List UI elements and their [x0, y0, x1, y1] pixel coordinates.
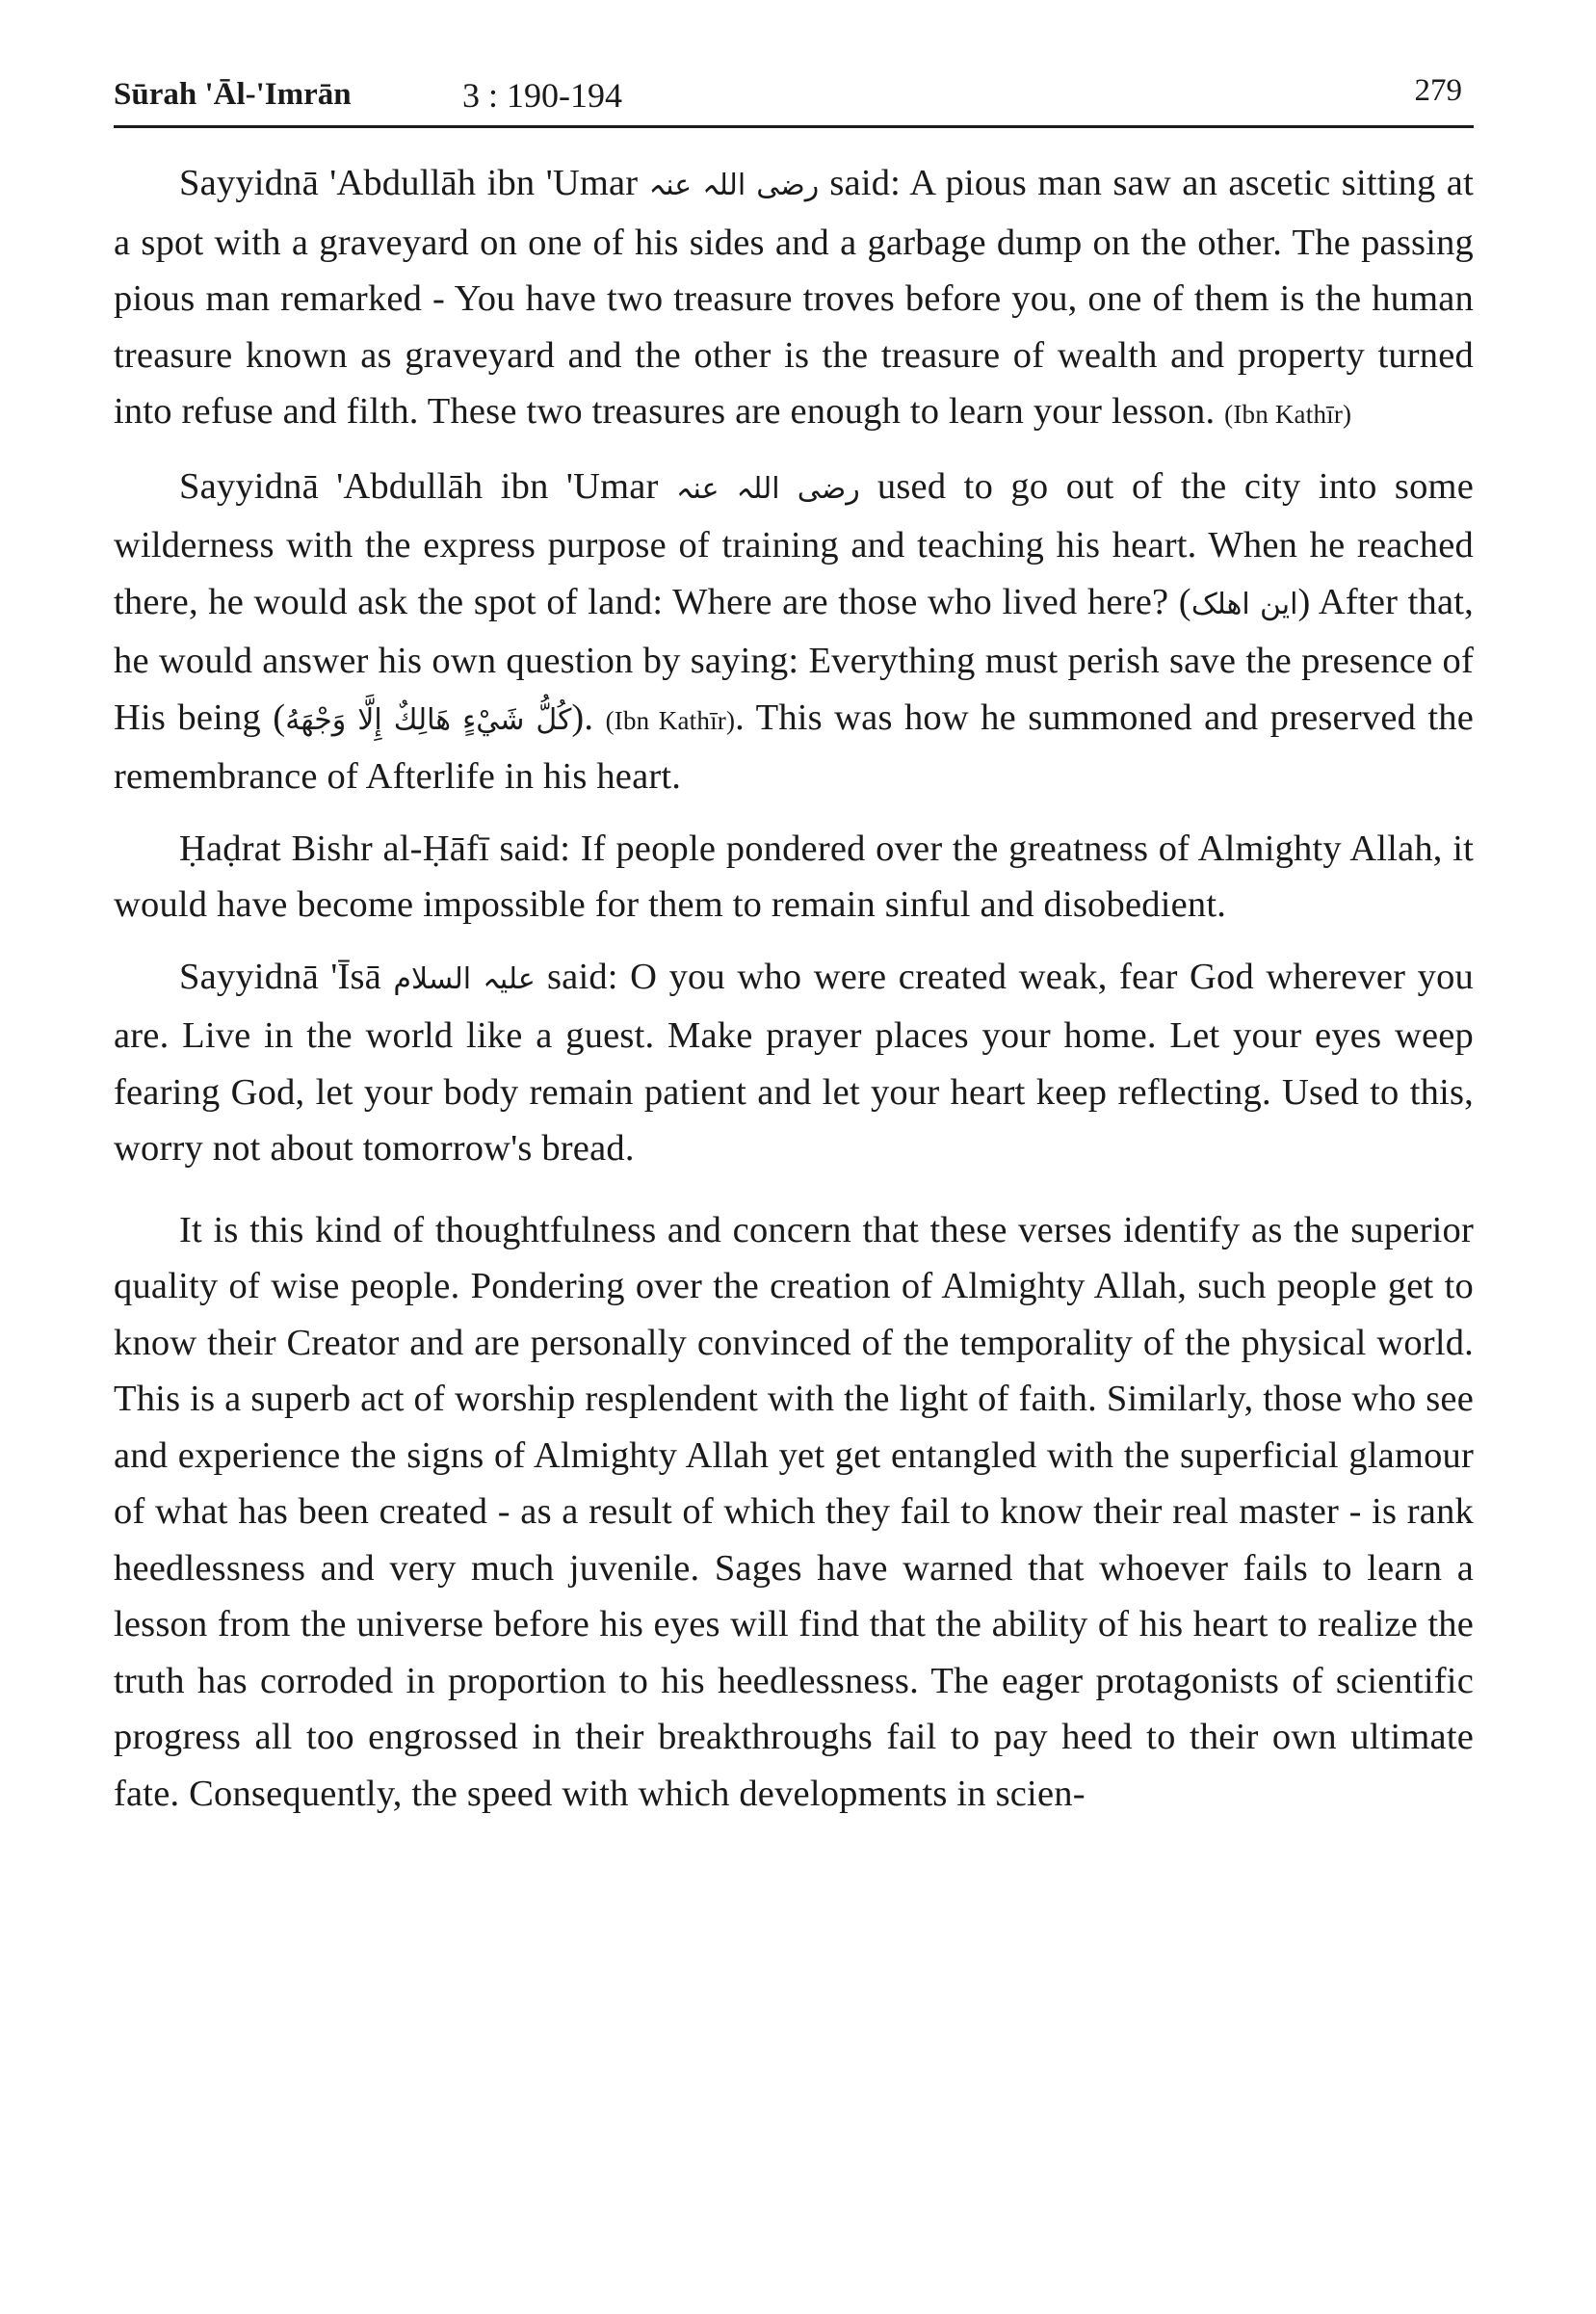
paragraph-text: Sayyidnā 'Īsā: [179, 956, 394, 997]
paragraph-1: [114, 155, 1474, 443]
running-header: [114, 67, 1474, 128]
paragraph-5: [114, 1202, 1474, 1823]
page-number: 279: [1414, 73, 1462, 108]
body-text: [114, 155, 1474, 1822]
paragraph-text: used to go out of the city into some wilderness with the express purpose of training and teaching his heart. When he reached there, he would ask the spot of land: Where are those who lived here? (: [114, 465, 1474, 622]
paragraph-3: [114, 821, 1474, 933]
arabic-honorific: رضی اللہ عنہ: [675, 471, 860, 506]
paragraph-text: said: O you who were created weak, fear God wherever you are. Live in the world like a guest. Make prayer places your home. Let your eyes weep fearing God, let your body remain patient and let your heart keep reflecting. Used to this, worry not about tomorrow's bread.: [114, 956, 1474, 1169]
arabic-honorific: علیہ السلام: [393, 961, 536, 996]
arabic-honorific: رضی اللہ عنہ: [648, 169, 820, 202]
paragraph-text: . This was how he summoned and preserved the remembrance of Afterlife in his heart.: [114, 697, 1475, 797]
arabic-verse: كُلُّ شَيْءٍ هَالِكٌ إِلَّا وَجْهَهُ: [285, 702, 572, 737]
paragraph-text: said: A pious man saw an ascetic sitting at a spot with a graveyard on one of his sides and a garbage dump on the other. The passing pious man remarked - You have two treasure troves before you, one of them is the human treasure known as graveyard and the other is the treasure of wealth and property turned into refuse and filth. These two treasures are enough to learn your lesson.: [114, 163, 1474, 432]
verse-reference: 3 : 190-194: [462, 76, 622, 115]
book-page: [114, 67, 1474, 1837]
paragraph-text: It is this kind of thoughtfulness and concern that these verses identify as the superior quality of wise people. Pondering over the creation of Almighty Allah, such people get to know their Creator and are personally convinced of the temporality of the physical world. This is a superb act of worship resplendent with the light of faith. Similarly, those who see and experience the signs of Almighty Allah yet get entangled with the superficial glamour of what has been created - as a result of which they fail to know their real master - is rank heedlessness and very much juvenile. Sages have warned that whoever fails to learn a lesson from the universe before his eyes will find that the ability of his heart to realize the truth has corroded in proportion to his heedlessness. The eager protagonists of scientific progress all too engrossed in their breakthroughs fail to pay heed to their own ultimate fate. Consequently, the speed with which developments in scien-: [114, 1209, 1474, 1814]
paragraph-4: [114, 949, 1474, 1177]
paragraph-2: [114, 459, 1474, 805]
paragraph-text: Sayyidnā 'Abdullāh ibn 'Umar: [179, 465, 676, 507]
paragraph-text: ).: [571, 697, 606, 738]
surah-title: Sūrah 'Āl-'Imrān: [114, 77, 352, 112]
paragraph-text: Sayyidnā 'Abdullāh ibn 'Umar: [179, 163, 649, 203]
citation: (Ibn Kathīr): [605, 705, 736, 735]
paragraph-text: ) After that, he would answer his own question by saying: Everything must perish save the presence of His being (: [114, 581, 1474, 738]
paragraph-text: Ḥaḍrat Bishr al-Ḥāfī said: If people pondered over the greatness of Almighty Allah, it would have become impossible for them to remain sinful and disobedient.: [114, 828, 1474, 925]
arabic-phrase: این اھلک: [1190, 587, 1298, 621]
citation: (Ibn Kathīr): [1224, 400, 1352, 429]
